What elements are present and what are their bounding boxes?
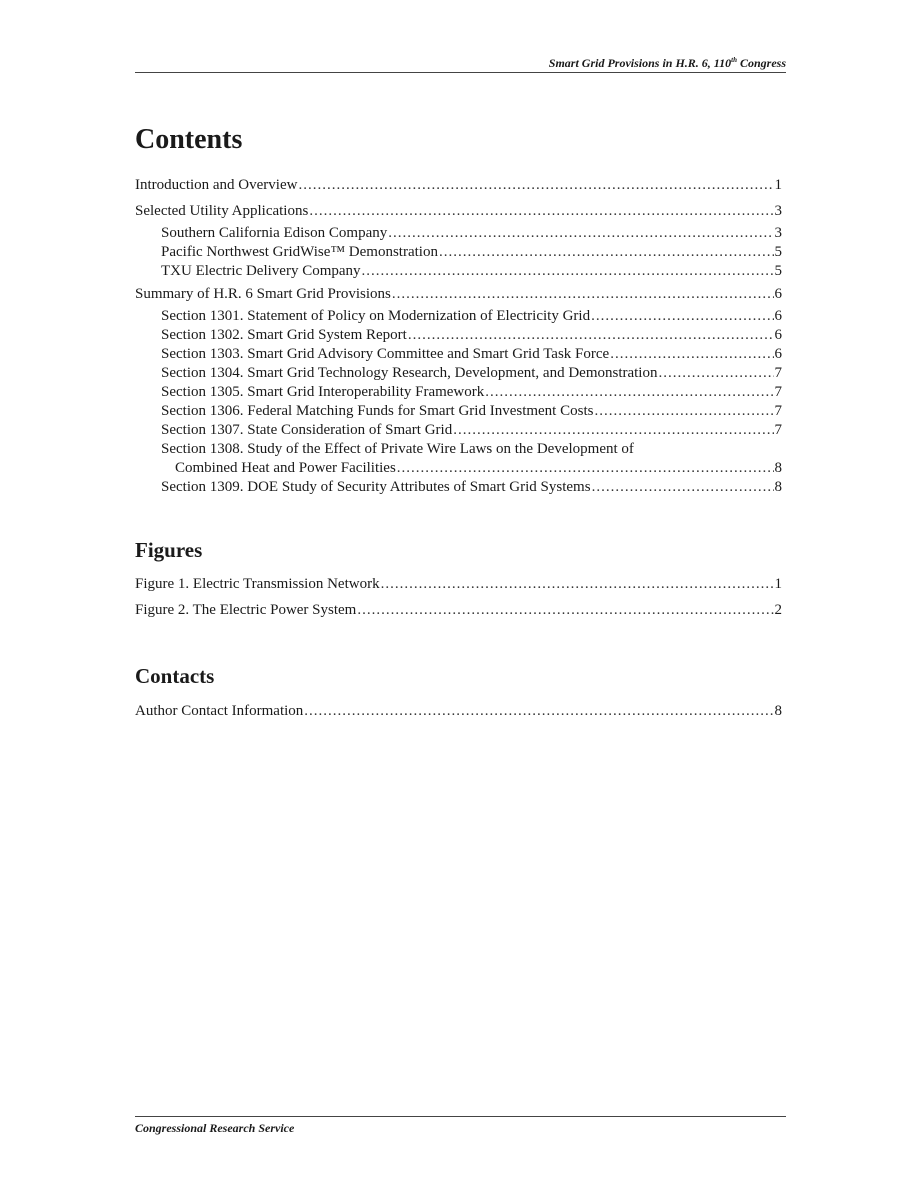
header-title: Smart Grid Provisions in H.R. 6, 110 — [548, 56, 732, 70]
toc-entry-author-contact[interactable]: Author Contact Information ..... 8 — [135, 702, 782, 721]
toc-entry-section-1305[interactable]: Section 1305. Smart Grid Interoperability Framework ..... 7 — [161, 383, 782, 402]
toc-entry-selected-utility[interactable]: Selected Utility Applications ..... 3 — [135, 202, 782, 221]
toc-entry-section-1303[interactable]: Section 1303. Smart Grid Advisory Committee and Smart Grid Task Force ..... 6 — [161, 345, 782, 364]
header-superscript: th — [731, 56, 737, 64]
toc-entry-section-1309[interactable]: Section 1309. DOE Study of Security Attributes of Smart Grid Systems ..... 8 — [161, 478, 782, 497]
toc-entry-sce[interactable]: Southern California Edison Company ..... 3 — [161, 224, 782, 243]
toc-entry-introduction[interactable]: Introduction and Overview ..... 1 — [135, 176, 782, 195]
toc-entry-section-1308-first-line[interactable]: Section 1308. Study of the Effect of Private Wire Laws on the Development of — [161, 441, 634, 457]
figures-heading: Figures — [135, 538, 203, 562]
toc-entry-figure-2[interactable]: Figure 2. The Electric Power System ..... 2 — [135, 601, 782, 620]
toc-entry-section-1302[interactable]: Section 1302. Smart Grid System Report ..... 6 — [161, 326, 782, 345]
toc-entry-summary[interactable]: Summary of H.R. 6 Smart Grid Provisions ..... 6 — [135, 285, 782, 304]
contents-heading: Contents — [135, 124, 243, 155]
toc-entry-section-1301[interactable]: Section 1301. Statement of Policy on Modernization of Electricity Grid ..... 6 — [161, 307, 782, 326]
toc-entry-section-1306[interactable]: Section 1306. Federal Matching Funds for Smart Grid Investment Costs ..... 7 — [161, 402, 782, 421]
running-footer: Congressional Research Service — [135, 1121, 295, 1135]
toc-entry-figure-1[interactable]: Figure 1. Electric Transmission Network ..... 1 — [135, 575, 782, 594]
footer-rule — [135, 1116, 786, 1117]
toc-entry-gridwise[interactable]: Pacific Northwest GridWise™ Demonstration ..... 5 — [161, 243, 782, 262]
running-header — [135, 56, 786, 71]
header-rule — [135, 72, 786, 73]
toc-entry-section-1307[interactable]: Section 1307. State Consideration of Smart Grid ..... 7 — [161, 421, 782, 440]
contacts-heading: Contacts — [135, 664, 215, 688]
toc-entry-txu[interactable]: TXU Electric Delivery Company ..... 5 — [161, 262, 782, 281]
toc-entry-section-1304[interactable]: Section 1304. Smart Grid Technology Research, Development, and Demonstration ..... 7 — [161, 364, 782, 383]
header-title-end: Congress — [736, 56, 786, 70]
toc-entry-section-1308[interactable]: Combined Heat and Power Facilities ..... 8 — [175, 459, 782, 478]
